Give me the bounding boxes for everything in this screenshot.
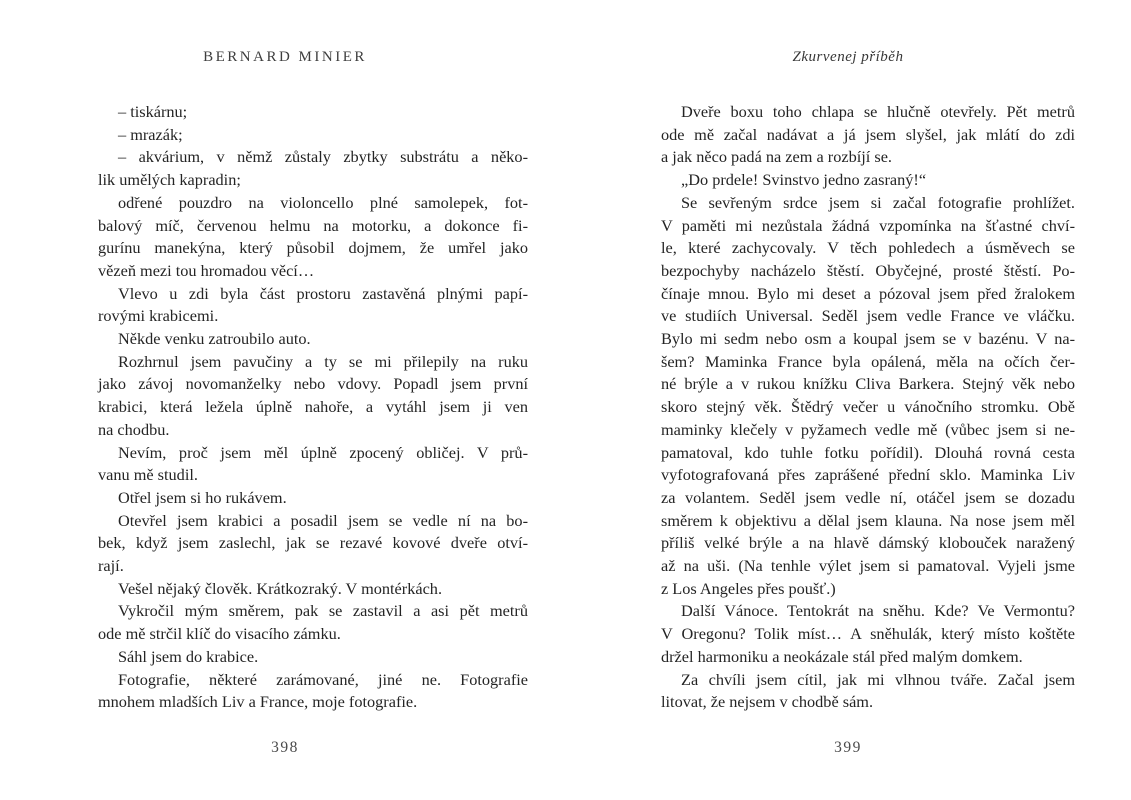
text-line: a jak něco padá na zem a rozbíjí se. <box>661 147 892 167</box>
text-line: – akvárium, v němž zůstaly zbytky substrátu a něko- <box>118 147 528 167</box>
text-line: ode mě začal nadávat a já jsem slyšel, jak mlátí do zdi <box>661 124 1075 144</box>
paragraph <box>98 646 528 669</box>
text-line: vyfotografovaná přes zaprášené přední sklo. Maminka Liv <box>661 465 1075 485</box>
text-line: jako závoj novomanželky nebo vdovy. Popadl jsem první <box>98 374 528 394</box>
text-line: né brýle a v rukou knížku Cliva Barkera. Stejný věk nebo <box>661 374 1075 394</box>
paragraph <box>98 600 528 645</box>
text-line: skoro stejný věk. Štědrý večer u vánočního stromku. Obě <box>661 397 1075 417</box>
paragraph <box>661 101 1075 169</box>
paragraph <box>98 442 528 487</box>
text-line: až na uši. (Na tenhle výlet jsem si pamatoval. Vyjeli jsme <box>661 556 1075 576</box>
text-line: V Oregonu? Tolik míst… A sněhulák, který místo koštěte <box>661 624 1075 644</box>
text-line: příliš velké brýle a na hlavě dámský klobouček naražený <box>661 533 1075 553</box>
text-line: Rozhrnul jsem pavučiny a ty se mi přilepily na ruku <box>118 351 528 371</box>
text-line: V paměti mi nezůstala žádná vzpomínka na šťastné chví- <box>661 215 1075 235</box>
text-line: za volantem. Seděl jsem vedle ní, otáčel jsem se dozadu <box>661 487 1075 507</box>
text-line: rají. <box>98 556 124 576</box>
text-line: balový míč, červenou helmu na motorku, a dokonce fi- <box>98 215 528 235</box>
paragraph <box>98 283 528 328</box>
right-page-text <box>661 101 1075 714</box>
text-line: maminky klečely v pyžamech vedle mě (vůbec jsem si ne- <box>661 419 1075 439</box>
text-line: Se sevřeným srdce jsem si začal fotografie prohlížet. <box>681 192 1075 212</box>
text-line: – mrazák; <box>118 124 183 144</box>
paragraph <box>661 669 1075 714</box>
text-line: ve studiích Universal. Seděl jsem vedle France ve vláčku. <box>661 306 1075 326</box>
text-line: Sáhl jsem do krabice. <box>118 646 259 666</box>
text-line: držel harmoniku a neokázale stál před malým domkem. <box>661 646 1023 666</box>
paragraph <box>98 192 528 283</box>
paragraph <box>98 510 528 578</box>
text-line: na chodbu. <box>98 419 170 439</box>
text-line: krabici, která ležela úplně nahoře, a vytáhl jsem ji ven <box>98 397 528 417</box>
text-line: Bylo mi sedm nebo osm a koupal jsem se v bazénu. V na- <box>661 329 1075 349</box>
text-line: Za chvíli jsem cítil, jak mi vlhnou tváře. Začal jsem <box>681 669 1075 689</box>
text-line: Vešel nějaký člověk. Krátkozraký. V montérkách. <box>118 578 443 598</box>
text-line: ode mě strčil klíč do visacího zámku. <box>98 624 341 644</box>
paragraph <box>661 192 1075 601</box>
text-line: Fotografie, některé zarámované, jiné ne. Fotografie <box>118 669 528 689</box>
text-line: šem? Maminka France byla opálená, měla na očích čer- <box>661 351 1075 371</box>
text-line: litovat, že nejsem v chodbě sám. <box>661 692 874 712</box>
text-line: pamatoval, kdo tuhle fotku pořídil). Dlouhá rovná cesta <box>661 442 1075 462</box>
paragraph <box>98 578 528 601</box>
text-line: Dveře boxu toho chlapa se hlučně otevřely. Pět metrů <box>681 102 1075 121</box>
text-line: Vlevo u zdi byla část prostoru zastavěná plnými papí- <box>118 283 528 303</box>
text-line: Nevím, proč jsem měl úplně zpocený obličej. V prů- <box>118 442 528 462</box>
text-line: rovými krabicemi. <box>98 306 219 326</box>
text-line: z Los Angeles přes poušť.) <box>661 578 836 598</box>
text-line: Další Vánoce. Tentokrát na sněhu. Kde? Ve Vermontu? <box>681 601 1075 621</box>
text-line: lik umělých kapradin; <box>98 170 241 190</box>
text-line: vězeň mezi tou hromadou věcí… <box>98 260 315 280</box>
text-line: bezpochyby nacházelo štěstí. Obyčejné, prosté štěstí. Po- <box>661 260 1075 280</box>
paragraph <box>661 169 1075 192</box>
text-line: – tiskárnu; <box>118 102 188 121</box>
text-line: gurínu manekýna, který působil dojmem, že umřel jako <box>98 238 528 258</box>
paragraph <box>98 146 528 191</box>
text-line: Někde venku zatroubilo auto. <box>118 329 311 349</box>
paragraph <box>661 600 1075 668</box>
text-line: „Do prdele! Svinstvo jedno zasraný!“ <box>681 170 927 190</box>
text-line: Otřel jsem si ho rukávem. <box>118 487 287 507</box>
running-header-title: Zkurvenej příběh <box>792 49 904 65</box>
text-line: čínaje mnou. Bylo mi deset a pózoval jsem před žralokem <box>661 283 1075 303</box>
text-line: vanu mě studil. <box>98 465 198 485</box>
text-line: odřené pouzdro na violoncello plné samolepek, fot- <box>118 192 528 212</box>
page-number-right: 399 <box>834 739 862 756</box>
text-line: le, které zachycovaly. V těch pohledech a úsměvech se <box>661 238 1075 258</box>
text-line: Otevřel jsem krabici a posadil jsem se vedle ní na bo- <box>118 510 528 530</box>
paragraph <box>98 101 528 124</box>
page-number-left: 398 <box>271 739 299 756</box>
running-header-author: BERNARD MINIER <box>203 49 367 65</box>
text-line: bek, když jsem zaslechl, jak se rezavé kovové dveře otví- <box>98 533 528 553</box>
text-line: směrem k objektivu a dělal jsem klauna. Na nose jsem měl <box>661 510 1075 530</box>
paragraph <box>98 124 528 147</box>
paragraph <box>98 351 528 442</box>
paragraph <box>98 487 528 510</box>
paragraph <box>98 328 528 351</box>
text-line: Vykročil mým směrem, pak se zastavil a asi pět metrů <box>118 601 528 621</box>
left-page-text <box>98 101 528 714</box>
paragraph <box>98 669 528 714</box>
text-line: mnohem mladších Liv a France, moje fotografie. <box>98 692 418 712</box>
